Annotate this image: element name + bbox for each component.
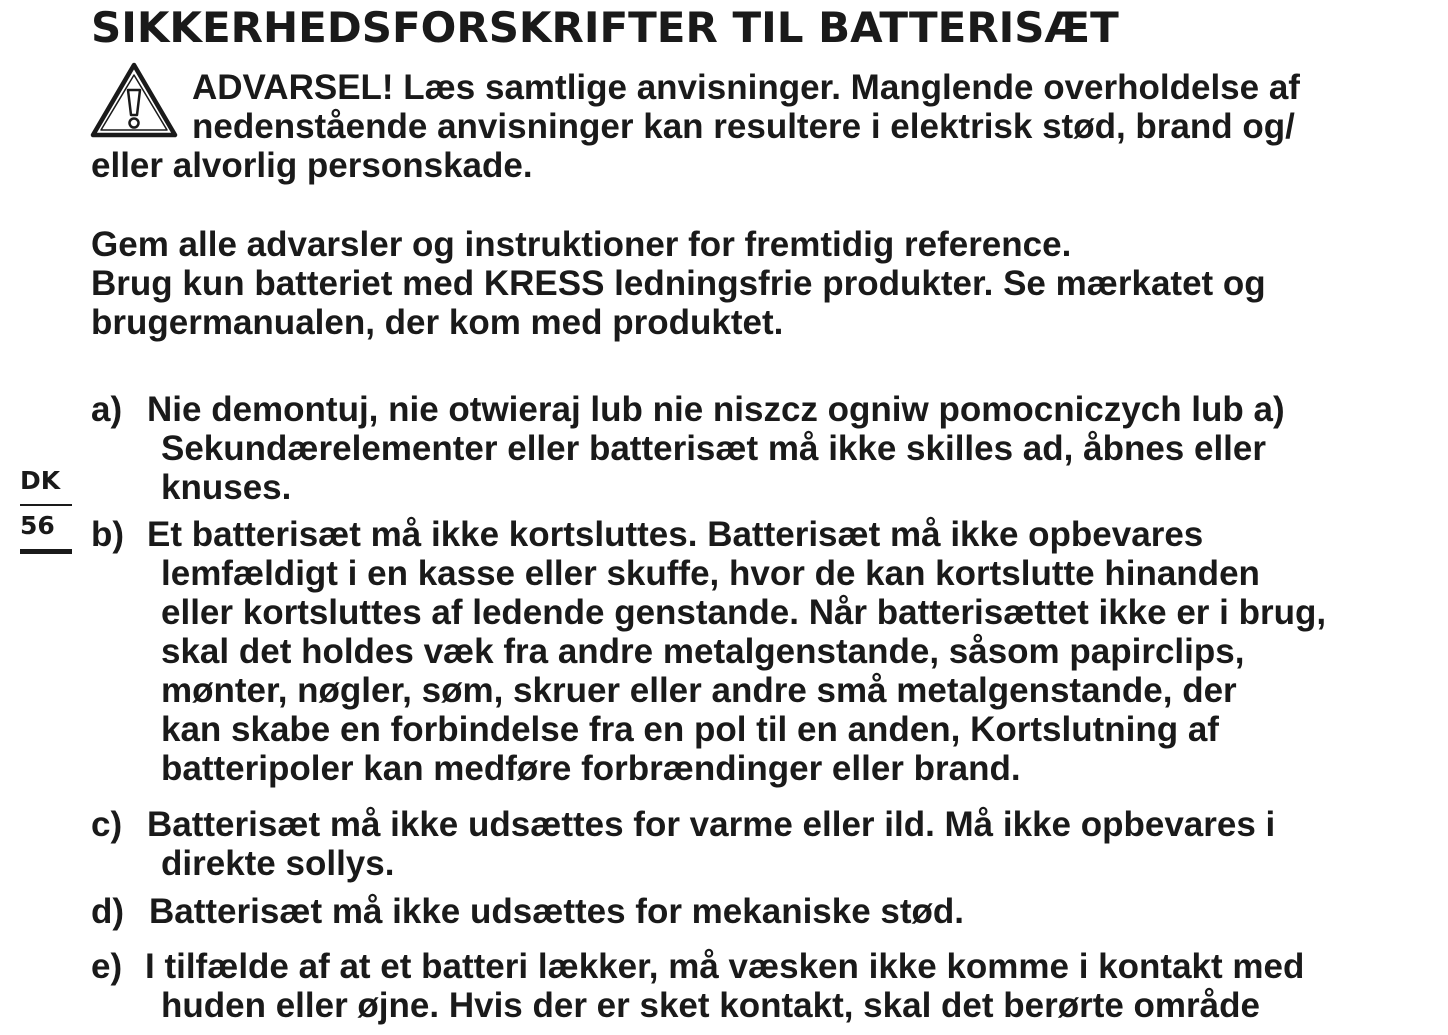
intro-line-2: Brug kun batteriet med KRESS ledningsfrie produkter. Se mærkatet og [91,264,1266,303]
page-title: SIKKERHEDSFORSKRIFTER TIL BATTERISÆT [91,3,1119,52]
warning-triangle-icon [88,60,180,140]
list-item-a-line-2: Sekundærelementer eller batterisæt må ikke skilles ad, åbnes eller [161,429,1266,468]
side-divider-top [20,504,72,506]
list-item-a-line-1: Nie demontuj, nie otwieraj lub nie niszcz ogniw pomocniczych lub a) [147,390,1285,429]
intro-line-1: Gem alle advarsler og instruktioner for fremtidig reference. [91,225,1072,264]
language-code: DK [20,466,61,495]
warning-line-2: nedenstående anvisninger kan resultere i elektrisk stød, brand og/ [192,107,1295,146]
side-divider-bottom [20,549,72,554]
list-item-b-line-5: mønter, nøgler, søm, skruer eller andre små metalgenstande, der [161,671,1237,710]
list-item-c-line-2: direkte sollys. [161,844,395,883]
list-item-marker-d: d) [91,892,125,931]
list-item-b-line-1: Et batterisæt må ikke kortsluttes. Batterisæt må ikke opbevares [147,515,1204,554]
list-item-e-line-1: I tilfælde af at et batteri lækker, må væsken ikke komme i kontakt med [145,947,1305,986]
list-item-a-line-3: knuses. [161,468,292,507]
list-item-c-line-1: Batterisæt må ikke udsættes for varme eller ild. Må ikke opbevares i [147,805,1276,844]
page-number: 56 [20,511,55,540]
list-item-b-line-3: eller kortsluttes af ledende genstande. Når batterisættet ikke er i brug, [161,593,1327,632]
list-item-marker-b: b) [91,515,125,554]
list-item-e-line-2: huden eller øjne. Hvis der er sket kontakt, skal det berørte område [161,986,1260,1025]
list-item-b-line-4: skal det holdes væk fra andre metalgenstande, såsom papirclips, [161,632,1245,671]
list-item-marker-c: c) [91,805,123,844]
warning-line-3: eller alvorlig personskade. [91,146,533,185]
list-item-marker-e: e) [91,947,123,986]
warning-line-1: ADVARSEL! Læs samtlige anvisninger. Manglende overholdelse af [192,68,1300,107]
list-item-d-line-1: Batterisæt må ikke udsættes for mekaniske stød. [149,892,965,931]
list-item-marker-a: a) [91,390,123,429]
list-item-b-line-2: lemfældigt i en kasse eller skuffe, hvor de kan kortslutte hinanden [161,554,1260,593]
intro-line-3: brugermanualen, der kom med produktet. [91,303,784,342]
list-item-b-line-7: batteripoler kan medføre forbrændinger eller brand. [161,749,1021,788]
list-item-b-line-6: kan skabe en forbindelse fra en pol til en anden, Kortslutning af [161,710,1219,749]
